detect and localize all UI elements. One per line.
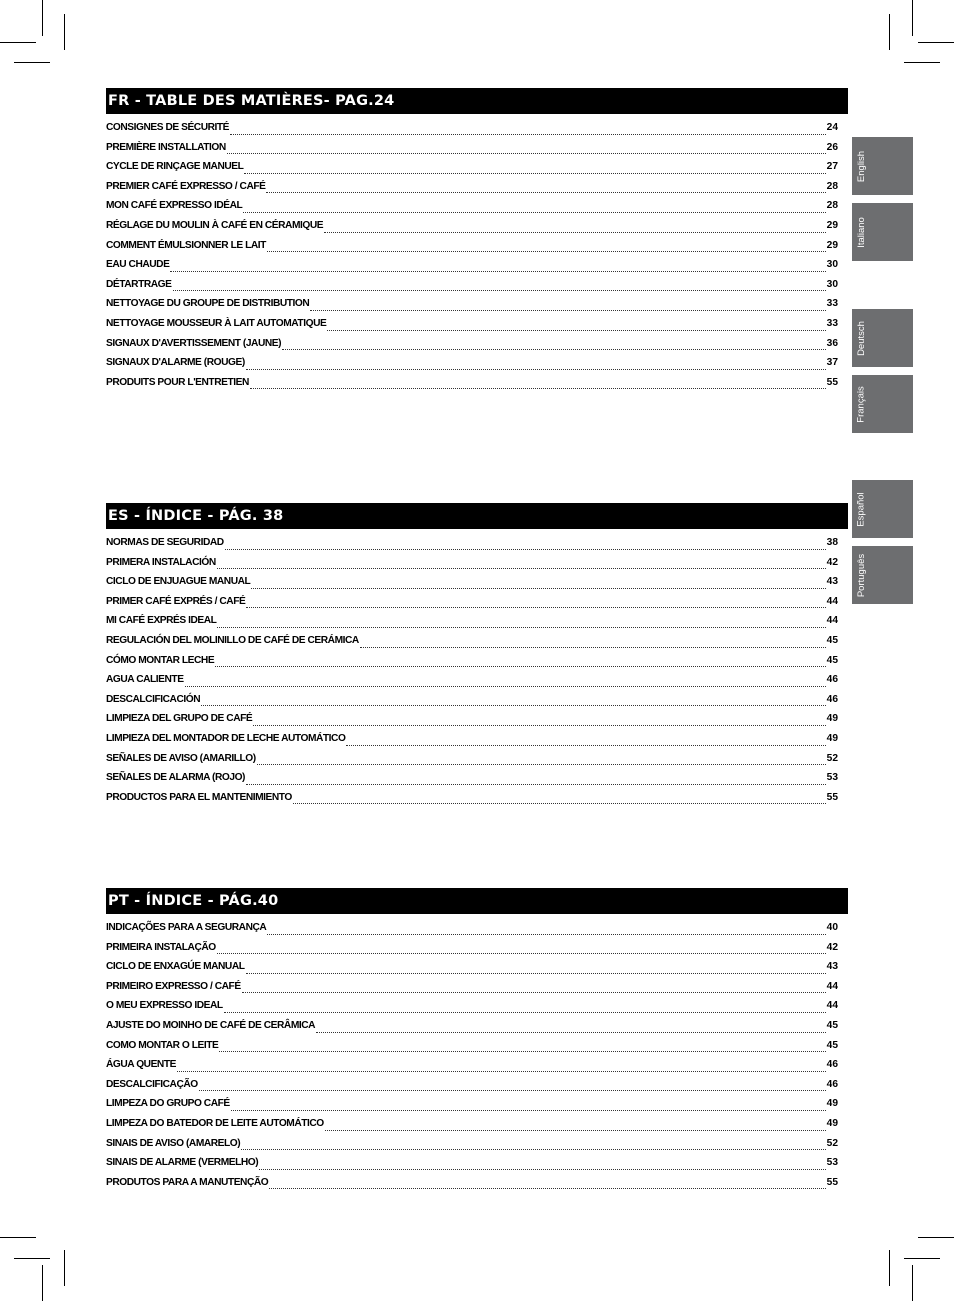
toc-entry[interactable] [106,1000,838,1020]
crop-mark [42,1265,43,1301]
toc-list [106,537,838,811]
toc-entry-title: NETTOYAGE MOUSSEUR À LAIT AUTOMATIQUE [106,317,327,329]
toc-entry-title: INDICAÇÕES PARA A SEGURANÇA [106,922,267,933]
crop-mark [14,1258,50,1259]
toc-entry[interactable] [106,733,838,753]
toc-entry-page: 27 [826,161,838,173]
toc-dot-leader [244,172,825,174]
toc-entry-page: 24 [826,122,838,133]
toc-entry[interactable] [106,576,838,596]
toc-dot-leader [185,685,826,687]
toc-list [106,922,838,1196]
toc-entry[interactable] [106,537,838,557]
toc-entry-page: 44 [826,980,838,992]
section-header: FR - TABLE DES MATIÈRES- PAG.24 [106,88,848,114]
toc-entry[interactable] [106,1157,838,1177]
toc-dot-leader [177,1070,826,1072]
toc-dot-leader [360,646,826,648]
crop-mark [889,1250,890,1286]
toc-dot-leader [173,289,826,291]
toc-section-es [106,503,848,811]
section-header: PT - ÍNDICE - PÁG.40 [106,888,848,914]
toc-entry[interactable] [106,942,838,962]
toc-section-fr [106,88,848,396]
toc-entry-title: PREMIÈRE INSTALLATION [106,141,226,153]
toc-entry[interactable] [106,961,838,981]
toc-entry[interactable] [106,753,838,773]
toc-dot-leader [316,1031,826,1033]
toc-list [106,122,838,396]
language-tab-francais[interactable] [852,375,913,433]
toc-dot-leader [199,1089,826,1091]
toc-entry-title: LIMPIEZA DEL MONTADOR DE LECHE AUTOMÁTICO [106,732,346,744]
toc-dot-leader [219,1050,825,1052]
toc-entry-title: MON CAFÉ EXPRESSO IDÉAL [106,200,243,212]
toc-dot-leader [217,626,825,628]
toc-dot-leader [269,1187,825,1189]
crop-mark [42,0,43,36]
toc-entry-page: 42 [826,941,838,953]
toc-entry-page: 46 [826,1059,838,1071]
toc-entry-page: 36 [826,337,838,349]
toc-entry-page: 42 [826,556,838,568]
toc-entry-page: 49 [826,1117,838,1129]
toc-entry-title: SINAIS DE AVISO (AMARELO) [106,1137,241,1149]
toc-dot-leader [225,548,826,550]
toc-entry-page: 55 [826,1176,838,1188]
toc-entry-page: 30 [826,259,838,271]
toc-entry-title: CYCLE DE RINÇAGE MANUEL [106,161,244,173]
toc-entry-page: 30 [826,278,838,290]
toc-dot-leader [251,587,825,589]
toc-entry-title: PRIMERA INSTALACIÓN [106,556,216,568]
toc-entry-title: O MEU EXPRESSO IDEAL [106,1000,223,1012]
toc-entry-page: 28 [826,180,838,192]
toc-dot-leader [217,952,826,954]
toc-entry-page: 46 [826,1078,838,1090]
toc-entry-page: 49 [826,713,838,725]
toc-dot-leader [250,387,826,389]
toc-entry[interactable] [106,635,838,655]
toc-dot-leader [227,152,826,154]
toc-entry[interactable] [106,240,838,260]
toc-entry[interactable] [106,1059,838,1079]
toc-entry-title: SINAIS DE ALARME (VERMELHO) [106,1157,259,1169]
toc-entry[interactable] [106,1138,838,1158]
toc-entry[interactable] [106,922,838,942]
crop-mark [14,62,50,63]
toc-entry-page: 45 [826,1039,838,1051]
toc-entry[interactable] [106,596,838,616]
toc-dot-leader [282,348,826,350]
toc-entry[interactable] [106,338,838,358]
language-tab-label: Deutsch [855,320,867,356]
toc-entry-title: AGUA CALIENTE [106,674,184,686]
toc-entry-title: SIGNAUX D'AVERTISSEMENT (JAUNE) [106,337,282,349]
toc-entry-title: PRIMER CAFÉ EXPRÉS / CAFÉ [106,595,246,607]
toc-entry-title: SEÑALES DE ALARMA (ROJO) [106,772,245,784]
toc-entry[interactable] [106,220,838,240]
toc-entry[interactable] [106,557,838,577]
language-tab-deutsch[interactable] [852,309,913,367]
toc-entry[interactable] [106,318,838,338]
toc-dot-leader [310,309,825,311]
toc-entry-title: CICLO DE ENXAGÚE MANUAL [106,961,245,973]
toc-dot-leader [259,1168,825,1170]
toc-entry[interactable] [106,1177,838,1197]
toc-entry-title: CONSIGNES DE SÉCURITÉ [106,122,230,133]
toc-entry-title: LIMPIEZA DEL GRUPO DE CAFÉ [106,713,253,725]
crop-mark [64,14,65,50]
toc-entry-page: 53 [826,1157,838,1169]
toc-dot-leader [253,724,825,726]
toc-entry-page: 44 [826,615,838,627]
crop-mark [918,1237,954,1238]
toc-entry-title: MI CAFÉ EXPRÉS IDEAL [106,615,217,627]
toc-entry-title: DÉTARTRAGE [106,278,172,290]
toc-entry-page: 38 [826,537,838,548]
language-tab-label: Português [856,553,867,597]
toc-entry[interactable] [106,772,838,792]
toc-entry-title: LIMPEZA DO GRUPO CAFÉ [106,1098,230,1110]
toc-entry-page: 52 [826,752,838,764]
language-tab-label: Español [856,491,867,527]
toc-entry[interactable] [106,713,838,733]
toc-entry[interactable] [106,655,838,675]
toc-dot-leader [267,250,826,252]
toc-entry-title: COMMENT ÉMULSIONNER LE LAIT [106,239,266,251]
toc-entry[interactable] [106,1118,838,1138]
toc-dot-leader [217,567,826,569]
toc-entry-title: SEÑALES DE AVISO (AMARILLO) [106,752,256,764]
toc-entry-title: PRIMEIRO EXPRESSO / CAFÉ [106,980,241,992]
language-tab-english[interactable] [852,137,913,195]
toc-entry[interactable] [106,200,838,220]
toc-dot-leader [267,933,825,935]
language-tab-label: Italiano [855,216,867,248]
toc-entry-page: 46 [826,674,838,686]
toc-section-pt [106,888,848,1196]
toc-entry-page: 28 [826,200,838,212]
language-tab-portugues[interactable] [852,546,913,604]
toc-entry-title: PREMIER CAFÉ EXPRESSO / CAFÉ [106,180,266,192]
toc-entry-title: CÓMO MONTAR LECHE [106,654,215,666]
language-tab-label: Français [856,385,867,423]
toc-entry-page: 33 [826,298,838,310]
toc-entry[interactable] [106,298,838,318]
toc-entry-page: 45 [826,1019,838,1031]
toc-entry[interactable] [106,615,838,635]
toc-entry[interactable] [106,122,838,142]
toc-dot-leader [243,211,825,213]
toc-entry-page: 44 [826,1000,838,1012]
toc-entry-page: 29 [826,239,838,251]
toc-entry-page: 53 [826,772,838,784]
toc-entry-page: 29 [826,219,838,231]
toc-entry-page: 49 [826,732,838,744]
crop-mark [889,14,890,50]
toc-entry-page: 52 [826,1137,838,1149]
toc-entry-title: NORMAS DE SEGURIDAD [106,537,224,548]
crop-mark [912,1265,913,1301]
toc-entry[interactable] [106,1098,838,1118]
language-tab-label: English [855,150,867,182]
toc-dot-leader [246,368,826,370]
toc-entry[interactable] [106,142,838,162]
toc-entry[interactable] [106,259,838,279]
toc-dot-leader [266,191,825,193]
toc-entry-title: PRODUITS POUR L'ENTRETIEN [106,376,249,388]
toc-entry-title: PRIMEIRA INSTALAÇÃO [106,941,216,953]
toc-dot-leader [246,606,825,608]
toc-entry-title: CICLO DE ENJUAGUE MANUAL [106,576,251,588]
toc-entry-page: 55 [826,376,838,388]
toc-entry-page: 33 [826,317,838,329]
toc-entry[interactable] [106,1040,838,1060]
toc-dot-leader [224,1011,826,1013]
toc-entry[interactable] [106,181,838,201]
toc-entry-title: PRODUCTOS PARA EL MANTENIMIENTO [106,791,292,803]
toc-dot-leader [327,329,825,331]
toc-entry[interactable] [106,279,838,299]
section-header: ES - ÍNDICE - PÁG. 38 [106,503,848,529]
toc-entry-title: NETTOYAGE DU GROUPE DE DISTRIBUTION [106,298,310,310]
toc-entry-page: 55 [826,791,838,803]
toc-dot-leader [230,133,826,135]
crop-mark [0,1237,36,1238]
toc-entry-page: 26 [826,141,838,153]
toc-entry-page: 43 [826,576,838,588]
toc-entry-title: RÉGLAGE DU MOULIN À CAFÉ EN CÉRAMIQUE [106,219,324,231]
toc-entry-page: 45 [826,634,838,646]
toc-dot-leader [246,783,826,785]
toc-entry[interactable] [106,1079,838,1099]
toc-dot-leader [257,763,826,765]
toc-entry-title: DESCALCIFICACIÓN [106,693,201,705]
toc-dot-leader [170,270,825,272]
toc-entry-page: 49 [826,1098,838,1110]
toc-entry[interactable] [106,357,838,377]
toc-entry[interactable] [106,1020,838,1040]
crop-mark [912,0,913,36]
crop-mark [904,62,940,63]
toc-dot-leader [231,1109,826,1111]
crop-mark [904,1258,940,1259]
toc-entry-title: EAU CHAUDE [106,259,170,271]
crop-mark [918,42,954,43]
toc-dot-leader [215,665,825,667]
toc-dot-leader [325,1129,826,1131]
toc-entry[interactable] [106,161,838,181]
toc-entry-page: 44 [826,595,838,607]
toc-entry-title: PRODUTOS PARA A MANUTENÇÃO [106,1176,269,1188]
crop-mark [0,42,36,43]
toc-entry-title: DESCALCIFICAÇÃO [106,1078,198,1090]
toc-entry-page: 40 [826,922,838,933]
toc-dot-leader [241,1148,825,1150]
toc-entry-page: 43 [826,961,838,973]
language-tab-italiano[interactable] [852,203,913,261]
toc-entry[interactable] [106,694,838,714]
toc-entry[interactable] [106,674,838,694]
toc-entry-page: 46 [826,693,838,705]
toc-entry[interactable] [106,377,838,397]
toc-dot-leader [201,704,826,706]
toc-entry[interactable] [106,981,838,1001]
toc-entry-title: SIGNAUX D'ALARME (ROUGE) [106,357,245,369]
toc-entry-title: AJUSTE DO MOINHO DE CAFÉ DE CERÂMICA [106,1019,316,1031]
toc-dot-leader [242,991,826,993]
toc-entry-title: REGULACIÓN DEL MOLINILLO DE CAFÉ DE CERÁMICA [106,634,359,646]
toc-dot-leader [324,231,826,233]
toc-entry[interactable] [106,792,838,812]
toc-entry-title: ÁGUA QUENTE [106,1059,176,1071]
crop-mark [64,1250,65,1286]
toc-dot-leader [346,744,825,746]
toc-entry-page: 37 [826,357,838,369]
toc-entry-title: LIMPEZA DO BATEDOR DE LEITE AUTOMÁTICO [106,1117,324,1129]
toc-entry-page: 45 [826,654,838,666]
toc-dot-leader [246,972,826,974]
toc-dot-leader [293,802,826,804]
toc-entry-title: COMO MONTAR O LEITE [106,1039,219,1051]
language-tab-espanol[interactable] [852,480,913,538]
